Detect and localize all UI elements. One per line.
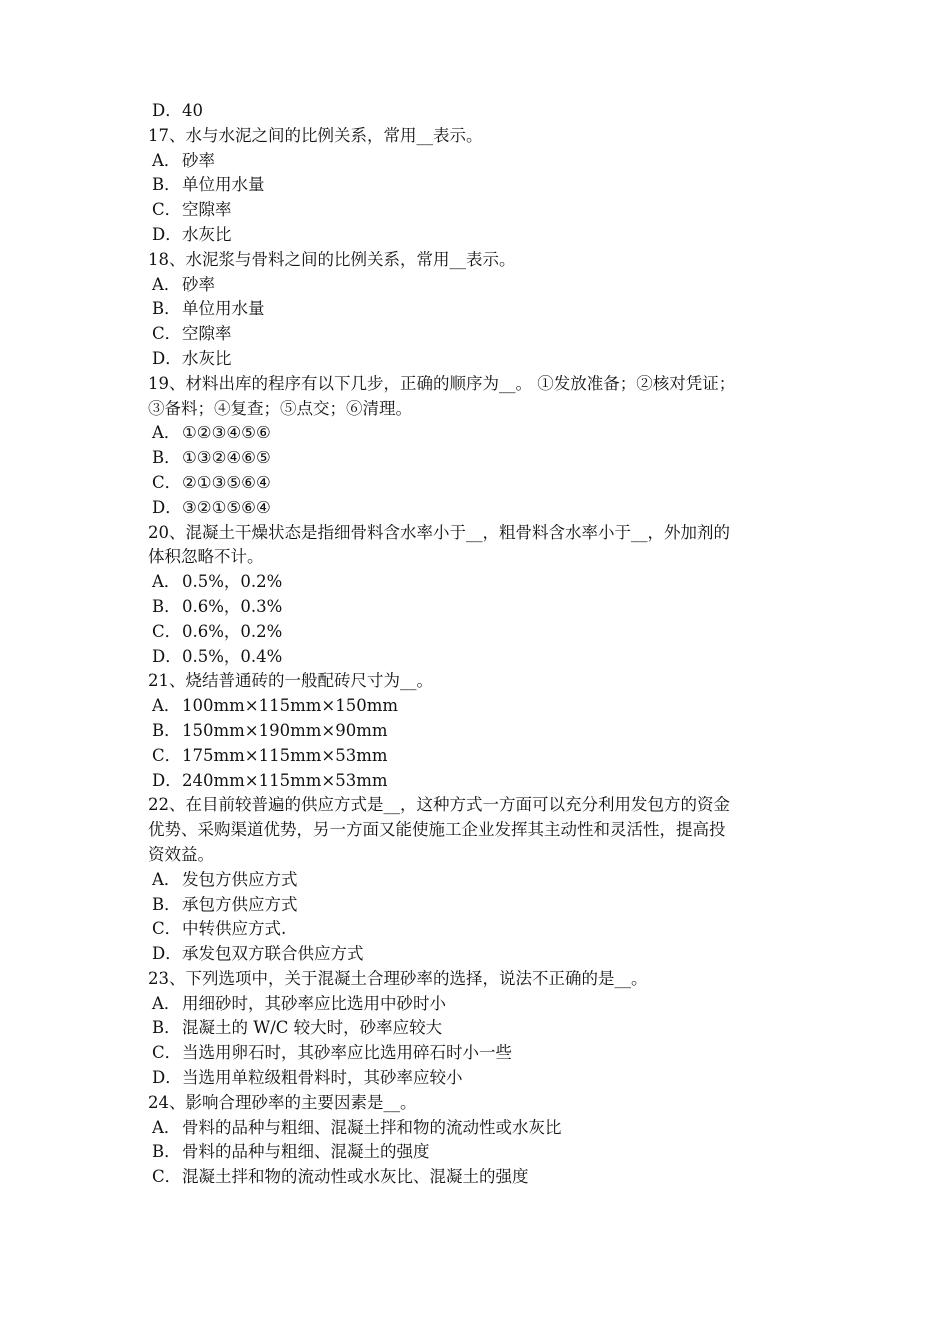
answer-option bbox=[148, 769, 813, 794]
option-text: 砂率 bbox=[182, 274, 215, 294]
option-text: 骨料的品种与粗细、混凝土的强度 bbox=[182, 1142, 430, 1162]
option-text: 175mm×115mm×53mm bbox=[182, 745, 388, 765]
answer-option bbox=[148, 223, 813, 248]
answer-option bbox=[148, 149, 813, 174]
question-text-line bbox=[148, 372, 813, 397]
answer-option bbox=[148, 719, 813, 744]
answer-option bbox=[148, 1116, 813, 1141]
option-letter: C． bbox=[152, 1167, 182, 1187]
answer-option bbox=[148, 322, 813, 347]
answer-option bbox=[148, 893, 813, 918]
question-text-line bbox=[148, 124, 813, 149]
option-letter: C． bbox=[152, 745, 182, 765]
question-text-line bbox=[148, 248, 813, 273]
question-text-line bbox=[148, 967, 813, 992]
option-letter: A． bbox=[152, 993, 181, 1013]
option-letter: B． bbox=[152, 299, 181, 319]
option-text: 240mm×115mm×53mm bbox=[182, 770, 388, 790]
option-letter: D． bbox=[152, 770, 182, 790]
option-text: 0.6%，0.3% bbox=[182, 596, 283, 616]
answer-option bbox=[148, 645, 813, 670]
question-text: 19、材料出库的程序有以下几步，正确的顺序为__。 ①发放准备；②核对凭证； bbox=[148, 373, 736, 393]
answer-option bbox=[148, 173, 813, 198]
answer-option bbox=[148, 1016, 813, 1041]
option-text: 发包方供应方式 bbox=[182, 869, 298, 889]
option-letter: B． bbox=[152, 1142, 181, 1162]
answer-option bbox=[148, 297, 813, 322]
answer-option bbox=[148, 917, 813, 942]
question-text-line bbox=[148, 397, 813, 422]
answer-option bbox=[148, 99, 813, 124]
question-text: 体积忽略不计。 bbox=[148, 547, 264, 567]
option-letter: D． bbox=[152, 497, 182, 517]
option-text: 0.5%，0.4% bbox=[182, 646, 283, 666]
option-text: 骨料的品种与粗细、混凝土拌和物的流动性或水灰比 bbox=[182, 1117, 562, 1137]
option-text: 0.5%，0.2% bbox=[182, 572, 283, 592]
option-letter: C． bbox=[152, 200, 182, 220]
option-letter: A． bbox=[152, 572, 181, 592]
option-letter: D． bbox=[152, 646, 182, 666]
option-text: 承包方供应方式 bbox=[182, 894, 298, 914]
option-letter: C． bbox=[152, 324, 182, 344]
option-text: 砂率 bbox=[182, 150, 215, 170]
question-text-line bbox=[148, 521, 813, 546]
option-text: ③②①⑤⑥④ bbox=[182, 497, 271, 517]
option-letter: B． bbox=[152, 596, 181, 616]
option-text: 用细砂时，其砂率应比选用中砂时小 bbox=[182, 993, 446, 1013]
answer-option bbox=[148, 694, 813, 719]
answer-option bbox=[148, 595, 813, 620]
option-text: 空隙率 bbox=[182, 200, 232, 220]
option-text: 单位用水量 bbox=[182, 299, 265, 319]
question-text: 24、影响合理砂率的主要因素是__。 bbox=[148, 1092, 417, 1112]
answer-option bbox=[148, 496, 813, 521]
question-text: 优势、采购渠道优势，另一方面又能使施工企业发挥其主动性和灵活性，提高投 bbox=[148, 820, 726, 840]
option-letter: B． bbox=[152, 175, 181, 195]
option-text: 当选用单粒级粗骨料时，其砂率应较小 bbox=[182, 1068, 463, 1088]
answer-option bbox=[148, 446, 813, 471]
option-text: 当选用卵石时，其砂率应比选用碎石时小一些 bbox=[182, 1043, 512, 1063]
answer-option bbox=[148, 570, 813, 595]
answer-option bbox=[148, 942, 813, 967]
option-text: 混凝土的 W/C 较大时，砂率应较大 bbox=[182, 1018, 443, 1038]
option-letter: A． bbox=[152, 869, 181, 889]
question-text-line bbox=[148, 818, 813, 843]
answer-option bbox=[148, 1066, 813, 1091]
option-letter: A． bbox=[152, 423, 181, 443]
option-text: 混凝土拌和物的流动性或水灰比、混凝土的强度 bbox=[182, 1167, 529, 1187]
option-letter: D． bbox=[152, 348, 182, 368]
question-text: 17、水与水泥之间的比例关系，常用__表示。 bbox=[148, 125, 483, 145]
question-text-line bbox=[148, 1091, 813, 1116]
option-text: 40 bbox=[182, 101, 203, 120]
option-letter: B． bbox=[152, 448, 181, 468]
option-text: 中转供应方式. bbox=[182, 919, 287, 939]
option-letter: D． bbox=[152, 101, 182, 120]
option-text: 100mm×115mm×150mm bbox=[182, 696, 399, 716]
answer-option bbox=[148, 620, 813, 645]
option-letter: B． bbox=[152, 720, 181, 740]
option-text: ①②③④⑤⑥ bbox=[182, 423, 271, 443]
question-text-line bbox=[148, 669, 813, 694]
option-letter: D． bbox=[152, 1068, 182, 1088]
option-text: 单位用水量 bbox=[182, 175, 265, 195]
answer-option bbox=[148, 992, 813, 1017]
option-letter: C． bbox=[152, 621, 182, 641]
option-letter: A． bbox=[152, 1117, 181, 1137]
option-text: 水灰比 bbox=[182, 224, 232, 244]
answer-option bbox=[148, 347, 813, 372]
option-letter: D． bbox=[152, 944, 182, 964]
option-letter: A． bbox=[152, 274, 181, 294]
answer-option bbox=[148, 471, 813, 496]
answer-option bbox=[148, 1165, 813, 1190]
answer-option bbox=[148, 744, 813, 769]
option-text: 空隙率 bbox=[182, 324, 232, 344]
option-letter: B． bbox=[152, 894, 181, 914]
answer-option bbox=[148, 198, 813, 223]
option-letter: D． bbox=[152, 224, 182, 244]
option-text: 150mm×190mm×90mm bbox=[182, 720, 388, 740]
answer-option bbox=[148, 1140, 813, 1165]
option-text: ①③②④⑥⑤ bbox=[182, 448, 271, 468]
question-text-line bbox=[148, 843, 813, 868]
answer-option bbox=[148, 421, 813, 446]
option-letter: C． bbox=[152, 1043, 182, 1063]
question-text: 21、烧结普通砖的一般配砖尺寸为__。 bbox=[148, 671, 433, 691]
question-text: 资效益。 bbox=[148, 844, 214, 864]
option-letter: C． bbox=[152, 919, 182, 939]
option-letter: A． bbox=[152, 696, 181, 716]
question-text: 23、下列选项中，关于混凝土合理砂率的选择，说法不正确的是__。 bbox=[148, 968, 648, 988]
option-text: 0.6%，0.2% bbox=[182, 621, 283, 641]
option-text: 水灰比 bbox=[182, 348, 232, 368]
option-letter: C． bbox=[152, 472, 182, 492]
question-text: 18、水泥浆与骨料之间的比例关系，常用__表示。 bbox=[148, 249, 516, 269]
answer-option bbox=[148, 1041, 813, 1066]
answer-option bbox=[148, 273, 813, 298]
question-text: ③备料；④复查；⑤点交；⑥清理。 bbox=[148, 398, 412, 418]
option-text: 承发包双方联合供应方式 bbox=[182, 944, 364, 964]
question-text: 22、在目前较普遍的供应方式是__，这种方式一方面可以充分利用发包方的资金 bbox=[148, 795, 730, 815]
option-text: ②①③⑤⑥④ bbox=[182, 472, 271, 492]
answer-option bbox=[148, 868, 813, 893]
question-text-line bbox=[148, 793, 813, 818]
question-text: 20、混凝土干燥状态是指细骨料含水率小于__，粗骨料含水率小于__，外加剂的 bbox=[148, 522, 730, 542]
question-text-line bbox=[148, 545, 813, 570]
question-list bbox=[148, 99, 813, 1190]
option-letter: A． bbox=[152, 150, 181, 170]
option-letter: B． bbox=[152, 1018, 181, 1038]
